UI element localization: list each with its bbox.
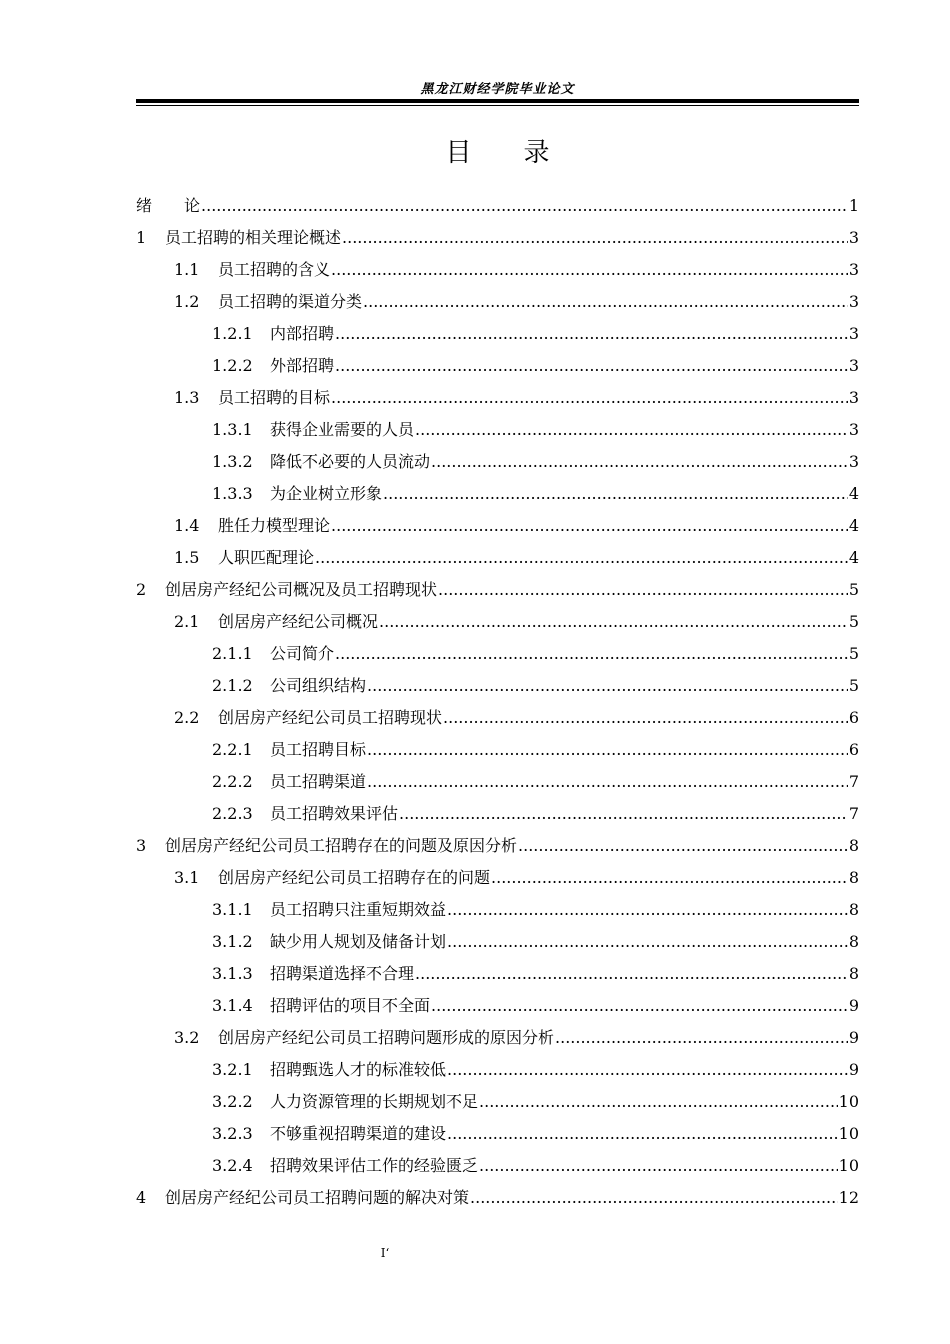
toc-entry-title: 内部招聘	[270, 324, 335, 343]
toc-dot-leader	[438, 574, 848, 606]
toc-entry-title: 员工招聘效果评估	[270, 804, 399, 823]
toc-dot-leader	[335, 350, 848, 382]
toc-entry-title: 创居房产经纪公司员工招聘存在的问题及原因分析	[165, 836, 518, 855]
toc-dot-leader	[431, 990, 848, 1022]
toc-dot-leader	[363, 286, 848, 318]
toc-entry-title: 外部招聘	[270, 356, 335, 375]
toc-entry-number: 1.2	[174, 292, 200, 311]
toc-entry-title: 创居房产经纪公司概况	[218, 612, 379, 631]
toc-dot-leader	[479, 1150, 838, 1182]
toc-dot-leader	[491, 862, 848, 894]
toc-entry-page: 8	[848, 964, 859, 983]
toc-entry-title: 胜任力模型理论	[218, 516, 331, 535]
toc-entry-number: 2	[136, 580, 147, 599]
toc-entry[interactable]	[136, 1118, 859, 1150]
toc-entry[interactable]	[136, 926, 859, 958]
toc-entry-page: 3	[848, 260, 859, 279]
toc-entry-number: 3.2.1	[212, 1060, 253, 1079]
toc-entry-number: 2.2.3	[212, 804, 253, 823]
toc-entry-title: 招聘评估的项目不全面	[270, 996, 431, 1015]
toc-entry[interactable]	[136, 318, 859, 350]
toc-dot-leader	[399, 798, 848, 830]
toc-entry-title: 招聘甄选人才的标准较低	[270, 1060, 447, 1079]
toc-entry-number: 3.1.1	[212, 900, 253, 919]
toc-entry[interactable]	[136, 606, 859, 638]
toc-entry-page: 4	[848, 516, 859, 535]
toc-entry-number: 1.5	[174, 548, 200, 567]
toc-entry-page: 9	[848, 1060, 859, 1079]
toc-entry-title: 招聘渠道选择不合理	[270, 964, 415, 983]
toc-entry[interactable]	[136, 990, 859, 1022]
toc-entry-page: 5	[848, 612, 859, 631]
toc-entry-page: 4	[848, 548, 859, 567]
toc-entry-number: 1.2.1	[212, 324, 253, 343]
toc-entry-number: 3.1.3	[212, 964, 253, 983]
toc-entry-title: 员工招聘的渠道分类	[218, 292, 363, 311]
toc-entry-title: 绪 论	[136, 196, 201, 215]
toc-entry-number: 3.2	[174, 1028, 200, 1047]
toc-entry-title: 招聘效果评估工作的经验匮乏	[270, 1156, 479, 1175]
page-number: I‘	[380, 1246, 390, 1260]
toc-entry-page: 3	[848, 452, 859, 471]
toc-entry-number: 3.1	[174, 868, 200, 887]
toc-entry-number: 3.2.2	[212, 1092, 253, 1111]
toc-entry-number: 2.1	[174, 612, 200, 631]
toc-entry-page: 3	[848, 324, 859, 343]
toc-entry-number: 1.3.2	[212, 452, 253, 471]
toc-entry-title: 降低不必要的人员流动	[270, 452, 431, 471]
toc-entry-number: 4	[136, 1188, 147, 1207]
toc-entry-page: 7	[848, 804, 859, 823]
toc-entry[interactable]	[136, 702, 859, 734]
toc-entry[interactable]	[136, 1150, 859, 1182]
toc-dot-leader	[415, 414, 848, 446]
toc-dot-leader	[335, 638, 848, 670]
toc-title: 目 录	[445, 138, 550, 168]
toc-entry-title: 员工招聘目标	[270, 740, 367, 759]
toc-entry-title: 员工招聘渠道	[270, 772, 367, 791]
toc-entry-page: 10	[838, 1092, 859, 1111]
toc-dot-leader	[518, 830, 848, 862]
toc-entry[interactable]	[136, 254, 859, 286]
toc-entry-number: 2.2.1	[212, 740, 253, 759]
toc-entry-number: 1	[136, 228, 147, 247]
toc-entry-page: 9	[848, 996, 859, 1015]
toc-entry-number: 3.1.2	[212, 932, 253, 951]
toc-dot-leader	[447, 894, 848, 926]
toc-entry-page: 6	[848, 740, 859, 759]
toc-entry[interactable]	[136, 1182, 859, 1214]
toc-entry-page: 9	[848, 1028, 859, 1047]
toc-entry-page: 3	[848, 420, 859, 439]
header-rule-thin	[136, 105, 859, 106]
toc-dot-leader	[331, 510, 848, 542]
running-header: 黑龙江财经学院毕业论文	[420, 82, 575, 97]
toc-entry-title: 创居房产经纪公司员工招聘存在的问题	[218, 868, 491, 887]
toc-dot-leader	[331, 254, 848, 286]
toc-dot-leader	[335, 318, 848, 350]
toc-entry-title: 不够重视招聘渠道的建设	[270, 1124, 447, 1143]
toc-dot-leader	[367, 766, 848, 798]
toc-entry-number: 2.2	[174, 708, 200, 727]
toc-dot-leader	[447, 1118, 838, 1150]
toc-entry-number: 2.1.2	[212, 676, 253, 695]
toc-entry[interactable]	[136, 638, 859, 670]
toc-entry[interactable]	[136, 222, 859, 254]
toc-entry[interactable]	[136, 190, 859, 222]
toc-entry[interactable]	[136, 830, 859, 862]
toc-dot-leader	[331, 382, 848, 414]
toc-entry-title: 员工招聘的相关理论概述	[165, 228, 342, 247]
toc-entry-title: 人力资源管理的长期规划不足	[270, 1092, 479, 1111]
toc-entry[interactable]	[136, 1086, 859, 1118]
toc-entry-number: 1.3	[174, 388, 200, 407]
toc-entry-page: 5	[848, 580, 859, 599]
toc-entry-number: 1.4	[174, 516, 200, 535]
toc-entry-title: 公司简介	[270, 644, 335, 663]
toc-entry-number: 1.1	[174, 260, 200, 279]
toc-entry-page: 3	[848, 228, 859, 247]
toc-entry-page: 5	[848, 676, 859, 695]
toc-entry-title: 创居房产经纪公司员工招聘问题形成的原因分析	[218, 1028, 555, 1047]
toc-entry-title: 缺少用人规划及储备计划	[270, 932, 447, 951]
toc-entry-title: 获得企业需要的人员	[270, 420, 415, 439]
toc-entry-page: 4	[848, 484, 859, 503]
toc-entry-number: 3.2.4	[212, 1156, 253, 1175]
toc-entry-number: 3.2.3	[212, 1124, 253, 1143]
toc-entry-page: 8	[848, 836, 859, 855]
toc-entry-page: 3	[848, 292, 859, 311]
toc-entry[interactable]	[136, 414, 859, 446]
header-rule-thick	[136, 99, 859, 103]
toc-entry[interactable]	[136, 446, 859, 478]
toc-entry-number: 2.1.1	[212, 644, 253, 663]
toc-entry[interactable]	[136, 510, 859, 542]
toc-entry[interactable]	[136, 894, 859, 926]
toc-entry[interactable]	[136, 478, 859, 510]
toc-dot-leader	[415, 958, 848, 990]
toc-entry[interactable]	[136, 958, 859, 990]
toc-entry-number: 1.3.3	[212, 484, 253, 503]
toc-entry-page: 8	[848, 868, 859, 887]
toc-dot-leader	[201, 190, 848, 222]
toc-dot-leader	[367, 734, 848, 766]
toc-entry-page: 1	[848, 196, 859, 215]
toc-entry-title: 创居房产经纪公司概况及员工招聘现状	[165, 580, 438, 599]
toc-dot-leader	[555, 1022, 848, 1054]
toc-entry-page: 8	[848, 900, 859, 919]
toc-entry-number: 3	[136, 836, 147, 855]
toc-entry[interactable]	[136, 542, 859, 574]
toc-entry[interactable]	[136, 766, 859, 798]
toc-entry[interactable]	[136, 286, 859, 318]
toc-dot-leader	[342, 222, 848, 254]
toc-dot-leader	[479, 1086, 838, 1118]
toc-entry-title: 创居房产经纪公司员工招聘现状	[218, 708, 443, 727]
toc-entry-page: 10	[838, 1156, 859, 1175]
table-of-contents	[136, 190, 859, 1214]
toc-entry-page: 5	[848, 644, 859, 663]
toc-entry[interactable]	[136, 798, 859, 830]
toc-entry-page: 12	[838, 1188, 859, 1207]
toc-dot-leader	[443, 702, 848, 734]
toc-dot-leader	[431, 446, 848, 478]
toc-dot-leader	[447, 1054, 848, 1086]
toc-entry-page: 8	[848, 932, 859, 951]
toc-entry-page: 7	[848, 772, 859, 791]
toc-dot-leader	[447, 926, 848, 958]
toc-entry-page: 3	[848, 356, 859, 375]
toc-entry-page: 6	[848, 708, 859, 727]
toc-entry-title: 创居房产经纪公司员工招聘问题的解决对策	[165, 1188, 470, 1207]
toc-entry-page: 3	[848, 388, 859, 407]
toc-entry-title: 为企业树立形象	[270, 484, 383, 503]
toc-entry-page: 10	[838, 1124, 859, 1143]
toc-entry[interactable]	[136, 862, 859, 894]
toc-entry[interactable]	[136, 382, 859, 414]
toc-entry[interactable]	[136, 1054, 859, 1086]
toc-entry-number: 3.1.4	[212, 996, 253, 1015]
toc-entry-title: 员工招聘的目标	[218, 388, 331, 407]
toc-entry[interactable]	[136, 574, 859, 606]
toc-entry-title: 员工招聘的含义	[218, 260, 331, 279]
toc-entry-title: 公司组织结构	[270, 676, 367, 695]
toc-dot-leader	[315, 542, 848, 574]
toc-entry[interactable]	[136, 350, 859, 382]
toc-entry-title: 员工招聘只注重短期效益	[270, 900, 447, 919]
toc-entry[interactable]	[136, 1022, 859, 1054]
toc-entry-number: 1.3.1	[212, 420, 253, 439]
toc-dot-leader	[379, 606, 848, 638]
toc-entry-title: 人职匹配理论	[218, 548, 315, 567]
toc-entry-number: 2.2.2	[212, 772, 253, 791]
toc-entry-number: 1.2.2	[212, 356, 253, 375]
toc-dot-leader	[470, 1182, 838, 1214]
toc-entry[interactable]	[136, 670, 859, 702]
toc-dot-leader	[367, 670, 848, 702]
toc-dot-leader	[383, 478, 848, 510]
toc-entry[interactable]	[136, 734, 859, 766]
